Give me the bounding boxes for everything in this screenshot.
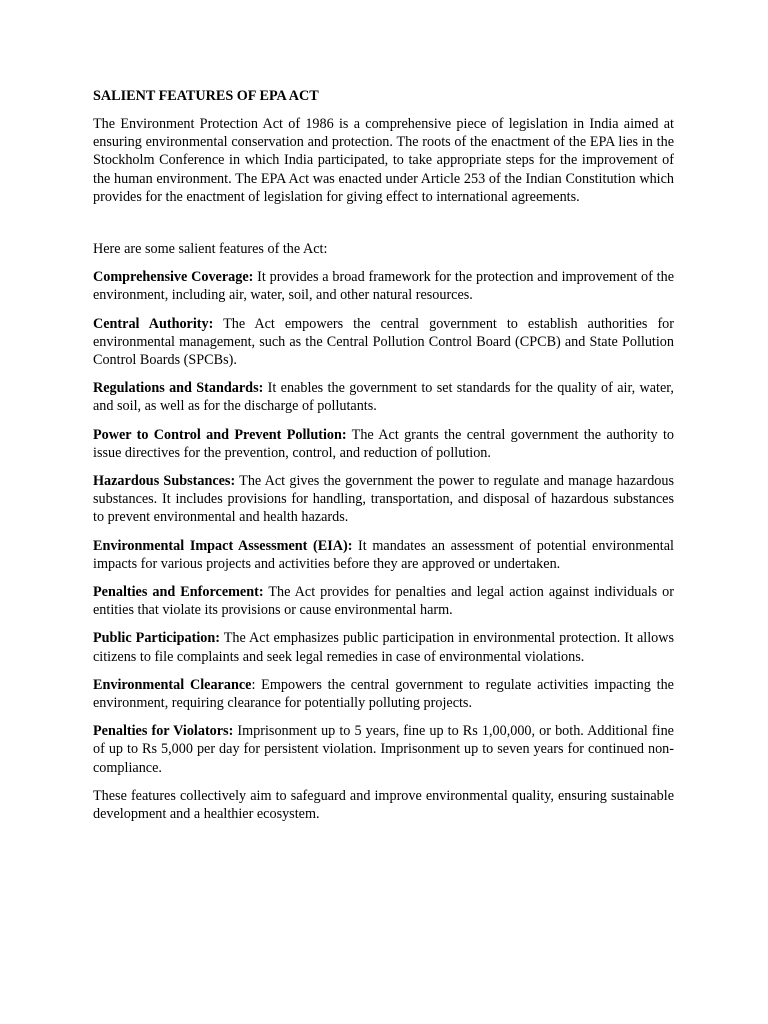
feature-paragraph [93,472,674,527]
feature-paragraph [93,676,674,712]
feature-text: The Act grants the central government the authority to issue directives for the prevention, control, and reduction of pollution. [93,426,674,461]
feature-term: Public Participation: [93,630,220,647]
lead-paragraph: Here are some salient features of the Act: [93,241,328,258]
feature-paragraph [93,537,674,573]
feature-term: Penalties and Enforcement: [93,584,264,601]
feature-text: It enables the government to set standards for the quality of air, water, and soil, as well as for the discharge of pollutants. [93,380,674,415]
feature-paragraph [93,722,674,777]
feature-text: The Act empowers the central government to establish authorities for environmental management, such as the Central Pollution Control Board (CPCB) and State Pollution Control Boards (SPCBs). [93,315,674,369]
feature-term: Environmental Impact Assessment (EIA): [93,537,353,554]
feature-term: Regulations and Standards: [93,380,264,397]
feature-text: The Act gives the government the power to regulate and manage hazardous substances. It includes provisions for handling, transportation, and disposal of hazardous substances to prevent environmental and health hazards. [93,473,674,526]
intro-paragraph: The Environment Protection Act of 1986 is a comprehensive piece of legislation in India aimed at ensuring environmental conservation and protection. The roots of the enactment of the EPA lies in the Stockholm Conference in which India participated, to take appropriate steps for the improvement of the human environment. The EPA Act was enacted under Article 253 of the Indian Constitution which provides for the enactment of legislation for giving effect to international agreements. [93,116,674,205]
feature-term: Comprehensive Coverage: [93,269,254,286]
feature-text: It provides a broad framework for the protection and improvement of the environment, including air, water, soil, and other natural resources. [93,269,674,304]
feature-term: Environmental Clearance [93,676,252,693]
feature-paragraph [93,629,674,665]
feature-term: Central Authority: [93,315,214,332]
feature-paragraph [93,583,674,619]
conclusion-paragraph: These features collectively aim to safeguard and improve environmental quality, ensuring sustainable development and a healthier ecosystem. [93,787,674,823]
feature-paragraph [93,379,674,415]
feature-paragraph [93,268,674,304]
feature-term: Penalties for Violators: [93,723,234,740]
feature-text: It mandates an assessment of potential environmental impacts for various projects and activities before they are approved or undertaken. [93,537,674,572]
feature-text: : Empowers the central government to regulate activities impacting the environment, requiring clearance for potentially polluting projects. [93,676,674,712]
document-heading: SALIENT FEATURES OF EPA ACT [93,88,319,104]
feature-text: Imprisonment up to 5 years, fine up to Rs 1,00,000, or both. Additional fine of up to Rs 5,000 per day for persistent violation. Imprisonment up to seven years for continued non-compliance. [93,723,674,776]
feature-text: The Act emphasizes public participation in environmental protection. It allows citizens to file complaints and seek legal remedies in case of environmental violations. [93,630,674,665]
feature-text: The Act provides for penalties and legal action against individuals or entities that violate its provisions or cause environmental harm. [93,584,675,619]
feature-term: Power to Control and Prevent Pollution: [93,426,347,443]
feature-paragraph [93,426,674,462]
feature-paragraph [93,315,674,370]
feature-term: Hazardous Substances: [93,473,236,490]
